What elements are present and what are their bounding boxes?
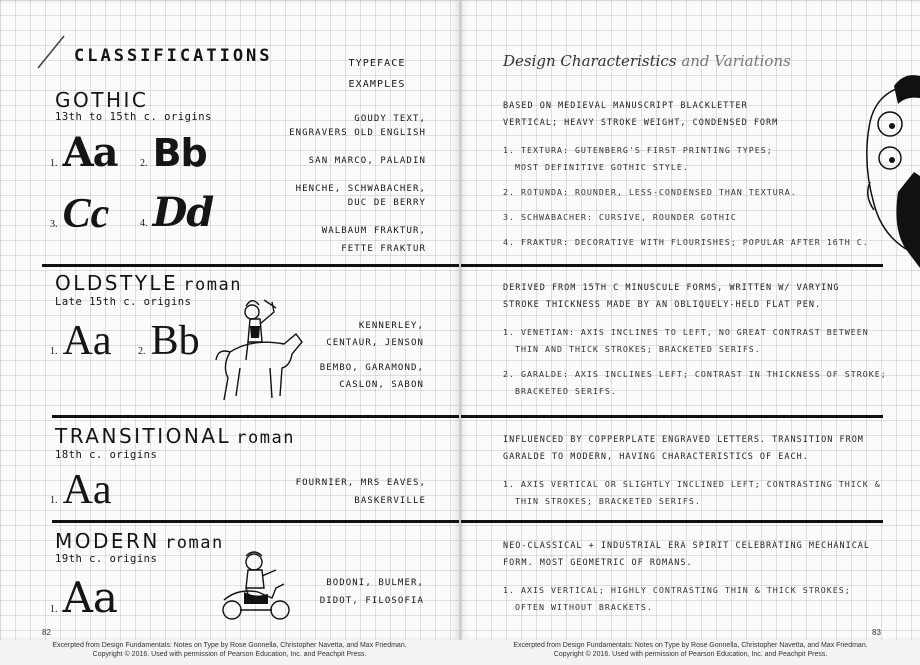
right-page-title: Design Characteristics and Variations [503,52,791,70]
section-rule [461,264,883,267]
oldstyle-variations: 1. VENETIAN: AXIS INCLINES TO LEFT, NO GREAT CONTRAST BETWEEN THIN AND THICK STROKES; BRACKETED SERIFS. 2. GARALDE: AXIS INCLINES LEFT; CONTRAST IN THICKNESS OF STROKE; BRACKETED SERIFS. [503,327,887,396]
modern-examples: BODONI, BULMER, DIDOT, FILOSOFIA [319,578,424,606]
gothic-sample-2: 2. Bb [140,131,207,175]
section-rule [42,264,459,267]
credit-right: Excerpted from Design Fundamentals: Notes on Type by Rose Gonnella, Christopher Navetta, and Max Friedman. Copyright © 2016. Used with permission of Pearson Education, Inc. and Peachpit Press. [513,642,868,658]
section-rule [461,415,883,418]
oldstyle-heading: OLDSTYLE roman [55,271,242,295]
transitional-examples: FOURNIER, MRS EAVES, BASKERVILLE [295,478,426,506]
section-rule [52,520,459,523]
modern-heading: MODERN roman [55,529,224,553]
modern-description: NEO-CLASSICAL + INDUSTRIAL ERA SPIRIT CELEBRATING MECHANICAL FORM. MOST GEOMETRIC OF ROMANS. [503,541,871,568]
gothic-sample-1: 1. Aa [50,129,118,176]
page-title: CLASSIFICATIONS [74,46,273,66]
page-number-left: 82 [42,628,51,637]
transitional-description: INFLUENCED BY COPPERPLATE ENGRAVED LETTERS. TRANSITION FROM GARALDE TO MODERN, HAVING CHARACTERISTICS OF EACH. [503,435,864,462]
oldstyle-sample-2: 2. Bb [138,318,200,364]
oldstyle-description: DERIVED FROM 15TH C MINUSCULE FORMS, WRITTEN W/ VARYING STROKE THICKNESS MADE BY AN OBLIQUELY-HELD FLAT PEN. [503,283,840,310]
gothic-heading: GOTHIC [55,88,149,112]
scooter-rider-illustration [218,548,298,624]
gothic-origin: 13th to 15th c. origins [55,111,212,123]
gothic-sample-3: 3. Cc [50,191,110,237]
modern-sample-1: 1. Aa [50,573,118,622]
examples-header: TYPEFACE EXAMPLES [348,58,406,90]
oldstyle-examples: KENNERLEY, CENTAUR, JENSON BEMBO, GARAMOND, CASLON, SABON [319,321,424,390]
transitional-heading: TRANSITIONAL roman [55,424,295,448]
modern-variations: 1. AXIS VERTICAL; HIGHLY CONTRASTING THIN & THICK STROKES; OFTEN WITHOUT BRACKETS. [503,585,851,612]
gothic-description: BASED ON MEDIEVAL MANUSCRIPT BLACKLETTER VERTICAL; HEAVY STROKE WEIGHT, CONDENSED FORM [503,101,779,128]
oldstyle-origin: Late 15th c. origins [55,296,192,308]
gothic-variations: 1. TEXTURA: GUTENBERG'S FIRST PRINTING TYPES; MOST DEFINITIVE GOTHIC STYLE. 2. ROTUNDA: ROUNDER, LESS-CONDENSED THAN TEXTURA. 3. SCHWABACHER: CURSIVE, ROUNDER GOTHIC 4. FRAKTUR: DECORATIVE WITH FLOURISHES; POPULAR AFTER 16TH C. [503,145,869,247]
transitional-sample-1: 1. Aa [50,467,112,513]
right-page [461,0,920,640]
pencil-stroke-icon [34,32,70,72]
left-page [0,0,459,640]
section-rule [461,520,883,523]
page-number-right: 83 [872,628,881,637]
section-rule [52,415,459,418]
transitional-origin: 18th c. origins [55,449,158,461]
oldstyle-sample-1: 1. Aa [50,318,112,364]
transitional-variations: 1. AXIS VERTICAL OR SLIGHTLY INCLINED LEFT; CONTRASTING THICK & THIN STROKES; BRACKETED SERIFS. [503,479,881,506]
gothic-sample-4: 4. Dd [140,189,214,236]
modern-origin: 19th c. origins [55,553,158,565]
credit-left: Excerpted from Design Fundamentals: Notes on Type by Rose Gonnella, Christopher Navetta, and Max Friedman. Copyright © 2016. Used with permission of Pearson Education, Inc. and Peachpit Press. [52,642,407,658]
knight-on-horse-illustration [212,296,306,404]
gothic-examples: GOUDY TEXT, ENGRAVERS OLD ENGLISH SAN MARCO, PALADIN HENCHE, SCHWABACHER, DUC DE BERRY WALBAUM FRAKTUR, FETTE FRAKTUR [289,114,426,254]
